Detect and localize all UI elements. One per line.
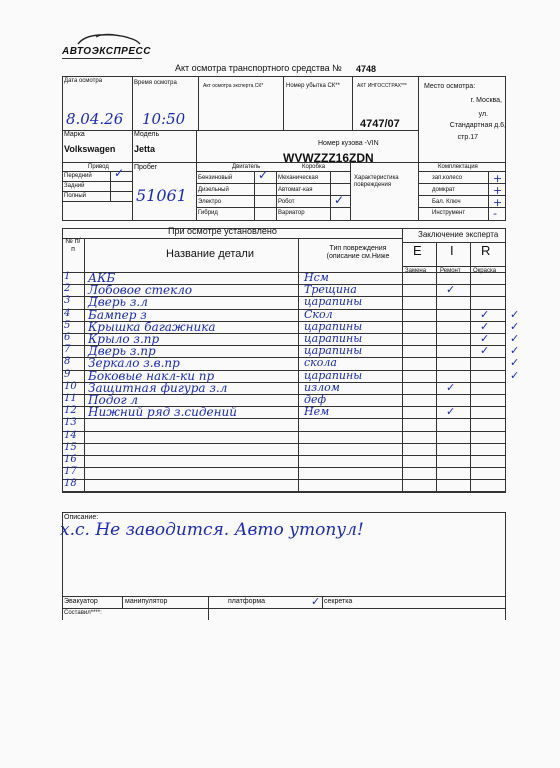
damage-type: царапины [304,332,363,345]
kit-wrench: Бал. Ключ [432,199,461,205]
row-number: 9 [64,368,71,380]
repair-mark [480,283,500,295]
row-number: 10 [64,380,77,392]
kit-spare-wheel-mark: + [493,172,503,185]
part-name: Лобовое стекло [88,283,193,298]
replace-mark [446,369,466,381]
paint-mark [510,442,530,454]
paint-mark: ✓ [510,344,520,358]
damage-type: Нем [304,405,330,419]
replace-mark [446,344,466,356]
brand-label: Марка [64,131,85,138]
damage-type: Нсм [304,271,329,284]
part-name [88,478,302,490]
paint-mark [510,405,530,417]
replace-mark: ✓ [446,380,456,394]
damage-type: излом [304,380,340,394]
section-title: При осмотре установлено [168,226,277,236]
repair-mark [480,466,500,478]
platform-check: ✓ [311,595,321,608]
description-text: х.с. Не заводится. Авто утопул! [60,520,364,540]
ingos-act-label: АКТ ИНГОССТРАХ*** [357,83,407,89]
ingos-act-value: 4747/07 [360,118,400,130]
part-name [88,466,302,478]
damage-type [304,417,408,429]
col-r-header: R [481,243,491,258]
part-name [88,430,302,442]
repair-mark [480,295,500,307]
part-name [88,454,302,466]
paint-mark [510,295,530,307]
kit-wrench-mark: + [493,196,503,209]
repair-mark [480,381,500,393]
drive-front: Передний [64,173,92,179]
row-number: 13 [64,417,77,429]
paint-mark [510,466,530,478]
kit-tools-mark: - [493,207,497,220]
replace-mark [446,430,466,442]
vin-label: Номер кузова -VIN [318,140,379,147]
col-i-header: I [450,243,454,258]
replace-mark [446,417,466,429]
replace-mark [446,454,466,466]
part-name: Боковые накл-ки пр [88,368,215,383]
repair-mark [480,454,500,466]
paint-mark: ✓ [510,356,520,370]
repair-mark [480,430,500,442]
kit-jack: домкрат [432,187,455,193]
paint-mark: ✓ [510,332,520,345]
drive-rear: Задний [64,183,85,189]
damage-type [304,442,408,454]
paint-mark [510,417,530,429]
replace-mark [446,356,466,368]
engine-label: Двигатель [232,164,261,170]
damage-type: скола [304,356,337,370]
place-value-house: Стандартная д.6, [449,122,506,129]
model-value: Jetta [134,144,156,154]
platform-label: платформа [228,598,266,605]
damage-type: Трещина [304,283,357,297]
date-label: Дата осмотра [64,78,103,84]
col-i-sub: Ремонт [440,268,461,274]
sekretka-label: секретка [324,598,353,605]
paint-mark [510,393,530,405]
place-value-city: г. Москва, [470,97,502,104]
replace-mark [446,393,466,405]
part-name: Зеркало з.в.пр [88,356,180,371]
replace-mark: ✓ [446,283,456,297]
gearbox-manual: Механическая [278,175,319,181]
paint-mark [510,454,530,466]
repair-mark [480,478,500,490]
part-name [88,417,302,429]
part-name: Крышка багажника [88,319,216,334]
row-number: 3 [64,295,71,307]
row-number: 6 [64,332,71,343]
repair-mark [480,417,500,429]
brand-value: Volkswagen [64,144,116,154]
row-number: 5 [64,319,71,331]
row-number: 14 [64,429,77,441]
row-number: 1 [64,271,71,282]
model-label: Модель [134,131,160,138]
row-number: 8 [64,356,71,368]
gearbox-label: Коробка [302,164,326,170]
damage-characteristic-label: Характеристика повреждения [354,175,399,188]
part-name: Защитная фигура з.л [88,380,228,395]
replace-mark [446,320,466,332]
repair-mark [480,393,500,405]
damage-type: царапины [304,319,363,333]
document-title: Акт осмотра транспортного средства № [175,63,342,73]
place-value-street: ул. [478,111,488,118]
damage-type: царапины [304,368,363,382]
kit-label: Комплектация [438,164,478,170]
car-logo-icon [74,32,144,46]
row-number: 18 [64,478,77,490]
row-number: 15 [64,441,77,453]
mileage-value: 51061 [136,186,187,205]
col-no-header: № п/п [65,238,81,253]
kit-spare-wheel: зап.колесо [432,175,463,181]
repair-mark: ✓ [480,332,490,345]
engine-hybrid: Гибрид [198,210,218,216]
time-label: Время осмотра [134,80,177,86]
date-value: 8.04.26 [66,110,124,128]
vin-value: WVWZZZ16ZDN [283,151,374,165]
row-number: 12 [64,405,77,417]
part-name [88,442,302,454]
kit-tools: Инструмент [432,210,466,216]
engine-diesel: Дизельный [198,187,229,193]
col-e-header: E [413,243,422,258]
logo-underline [62,58,142,59]
paint-mark [510,478,530,490]
row-number: 7 [64,344,71,356]
part-name: Дверь з.л [88,295,148,310]
repair-mark [480,369,500,381]
col-e-sub: Замена [405,268,427,274]
drive-full: Полный [64,193,86,199]
replace-mark [446,466,466,478]
gearbox-robot: Робот [278,199,295,205]
paint-mark [510,271,530,283]
damage-type: Скол [304,307,333,321]
drive-label: Привод [88,164,109,170]
part-name: Подог л [88,393,139,407]
evacuator-label: Эвакуатор [64,598,98,605]
paint-mark [510,381,530,393]
row-number: 11 [64,393,77,404]
part-name: АКБ [88,271,116,285]
place-label: Место осмотра: [424,83,476,90]
paint-mark [510,283,530,295]
row-number: 4 [64,307,71,319]
gearbox-variator: Вариатор [278,210,305,216]
repair-mark [480,356,500,368]
company-logo: АВТОЭКСПРЕСС [62,46,151,57]
col-type-header: Тип повреждения (описание см.Ниже [326,245,390,260]
drive-front-check: ✓ [114,166,125,180]
agent-act-label: Акт осмотра эксперта СК* [203,83,264,89]
damage-type: царапины [304,344,363,358]
time-value: 10:50 [142,110,186,128]
engine-petrol: Бензиновый [198,175,233,181]
replace-mark [446,478,466,490]
repair-mark: ✓ [480,344,490,358]
part-name: Крыло з.пр [88,332,160,346]
place-value-building: стр.17 [457,134,478,141]
damage-type: царапины [304,295,363,309]
damage-type [304,454,408,466]
repair-mark: ✓ [480,319,490,333]
repair-mark: ✓ [480,307,490,321]
part-name: Бампер з [88,307,147,322]
kit-jack-mark: + [493,184,503,197]
replace-mark [446,442,466,454]
engine-electric: Электро [198,199,222,205]
paint-mark: ✓ [510,307,520,321]
description-label: Описание: [64,514,99,521]
expert-title: Заключение эксперта [418,230,499,239]
repair-mark [480,405,500,417]
damage-type: деф [304,393,327,406]
claim-number-label: Номер убытка СК** [286,83,340,89]
act-number: 4748 [356,64,377,74]
gearbox-robot-check: ✓ [334,193,345,207]
col-r-sub: Окраска [473,268,497,274]
part-name: Дверь з.пр [88,344,156,359]
part-name: Нижний ряд з.сидений [88,405,237,420]
compiled-by-label: Составил****: [64,610,102,616]
paint-mark [510,430,530,442]
damage-type [304,430,408,442]
damage-type [304,466,408,478]
damage-type [304,478,408,490]
row-number: 2 [64,283,71,295]
replace-mark: ✓ [446,405,456,419]
engine-petrol-check: ✓ [258,168,269,182]
manipulator-label: манипулятор [125,598,168,605]
replace-mark [446,295,466,307]
paint-mark: ✓ [510,319,520,333]
row-number: 16 [64,454,77,465]
gearbox-auto: Автомат-кая [278,187,313,193]
replace-mark [446,308,466,320]
paint-mark: ✓ [510,368,520,382]
row-number: 17 [64,466,77,478]
repair-mark [480,442,500,454]
mileage-label: Пробег [134,164,158,171]
replace-mark [446,332,466,344]
col-name-header: Название детали [166,248,254,260]
